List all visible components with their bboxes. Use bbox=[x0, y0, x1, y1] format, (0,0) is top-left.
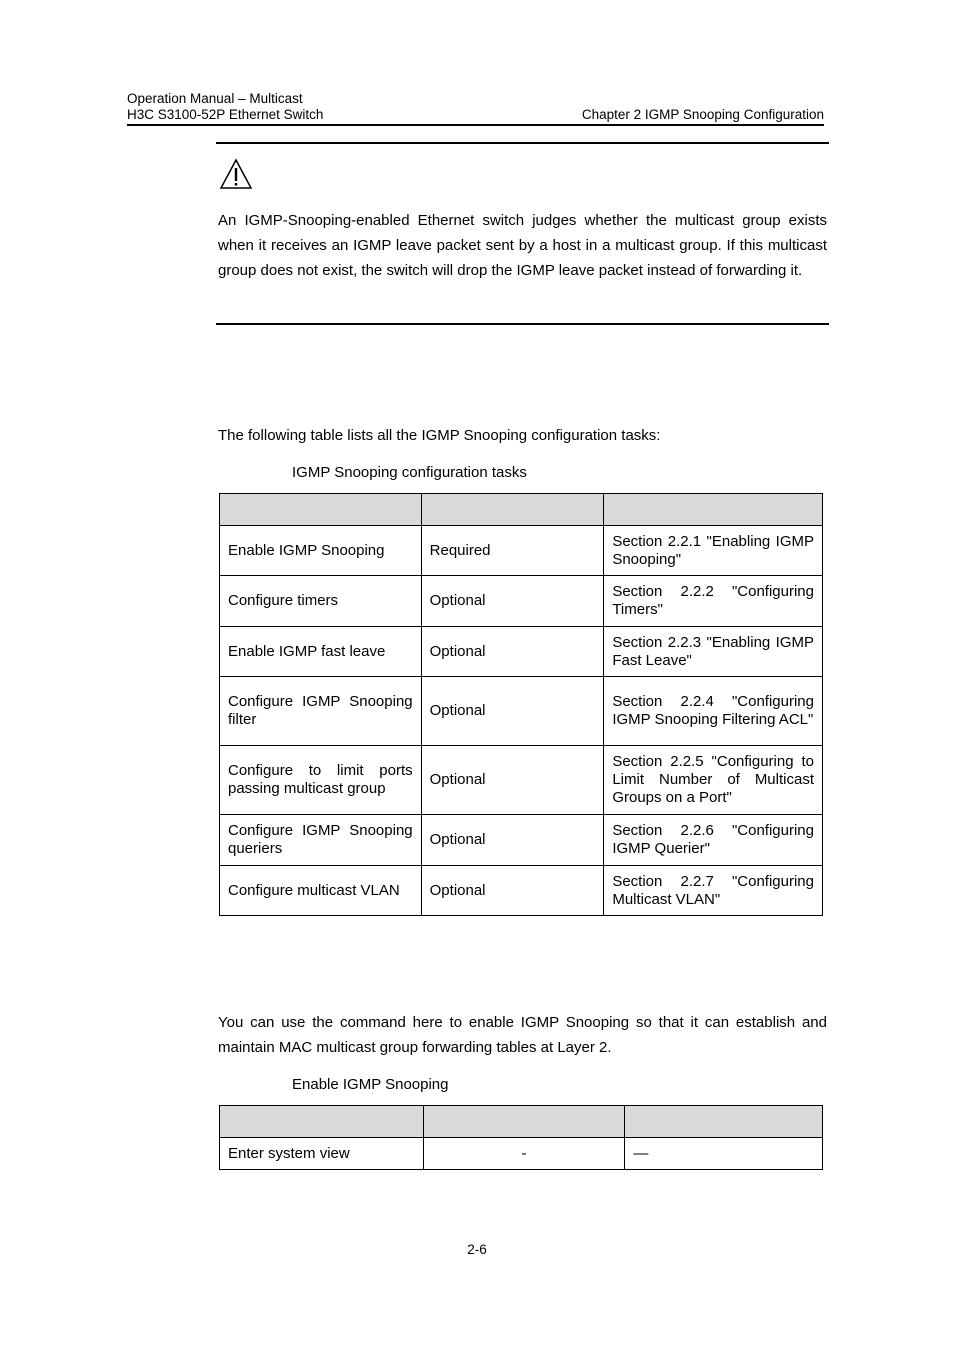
remarks-cell: — bbox=[625, 1138, 823, 1170]
requirement-cell: Optional bbox=[421, 866, 604, 916]
reference-cell: Section 2.2.3 "Enabling IGMP Fast Leave" bbox=[604, 627, 823, 677]
reference-cell: Section 2.2.1 "Enabling IGMP Snooping" bbox=[604, 526, 823, 576]
task-cell: Configure IGMP Snooping queriers bbox=[220, 815, 422, 866]
requirement-cell: Optional bbox=[421, 576, 604, 627]
table-row bbox=[220, 627, 823, 677]
task-cell: Configure multicast VLAN bbox=[220, 866, 422, 916]
table-header-cell bbox=[604, 494, 823, 526]
enable-snooping-table bbox=[219, 1105, 823, 1170]
warning-triangle-icon bbox=[219, 158, 253, 190]
operation-cell: Enter system view bbox=[220, 1138, 424, 1170]
table-header-cell bbox=[220, 494, 422, 526]
table-header-cell bbox=[421, 494, 604, 526]
enable-snooping-paragraph: You can use the command here to enable IGMP Snooping so that it can establish and maintain MAC multicast group forwarding tables at Layer 2. bbox=[218, 1014, 827, 1056]
requirement-cell: Optional bbox=[421, 677, 604, 746]
requirement-cell: Optional bbox=[421, 815, 604, 866]
caution-top-rule bbox=[216, 142, 829, 144]
reference-cell: Section 2.2.6 "Configuring IGMP Querier" bbox=[604, 815, 823, 866]
header-rule bbox=[127, 124, 824, 126]
table-header-cell bbox=[625, 1106, 823, 1138]
reference-cell: Section 2.2.7 "Configuring Multicast VLAN" bbox=[604, 866, 823, 916]
table-row bbox=[220, 746, 823, 815]
table-header-row bbox=[220, 494, 823, 526]
table-header-cell bbox=[220, 1106, 424, 1138]
table-row bbox=[220, 576, 823, 627]
table-row bbox=[220, 815, 823, 866]
reference-cell: Section 2.2.4 "Configuring IGMP Snooping Filtering ACL" bbox=[604, 677, 823, 746]
header-manual-title: Operation Manual – Multicast bbox=[127, 91, 303, 106]
task-cell: Enable IGMP Snooping bbox=[220, 526, 422, 576]
header-product-name: H3C S3100-52P Ethernet Switch bbox=[127, 107, 324, 122]
intro-paragraph: The following table lists all the IGMP Snooping configuration tasks: bbox=[218, 427, 661, 444]
table-row bbox=[220, 866, 823, 916]
table2-caption: Enable IGMP Snooping bbox=[292, 1076, 449, 1093]
table1-caption: IGMP Snooping configuration tasks bbox=[292, 464, 527, 481]
header-chapter-title: Chapter 2 IGMP Snooping Configuration bbox=[581, 107, 824, 122]
task-cell: Configure to limit ports passing multicast group bbox=[220, 746, 422, 815]
table-row bbox=[220, 1138, 823, 1170]
reference-cell: Section 2.2.2 "Configuring Timers" bbox=[604, 576, 823, 627]
task-cell: Configure timers bbox=[220, 576, 422, 627]
table-row bbox=[220, 677, 823, 746]
table-header-row bbox=[220, 1106, 823, 1138]
page-number: 2-6 bbox=[467, 1242, 487, 1257]
task-cell: Enable IGMP fast leave bbox=[220, 627, 422, 677]
reference-cell: Section 2.2.5 "Configuring to Limit Number of Multicast Groups on a Port" bbox=[604, 746, 823, 815]
requirement-cell: Optional bbox=[421, 746, 604, 815]
caution-text: An IGMP-Snooping-enabled Ethernet switch judges whether the multicast group exists when it receives an IGMP leave packet sent by a host in a multicast group. If this multicast group does not exist, the switch will drop the IGMP leave packet instead of forwarding it. bbox=[218, 212, 827, 279]
command-cell: - bbox=[423, 1138, 625, 1170]
caution-bottom-rule bbox=[216, 323, 829, 325]
task-cell: Configure IGMP Snooping filter bbox=[220, 677, 422, 746]
requirement-cell: Required bbox=[421, 526, 604, 576]
config-tasks-table bbox=[219, 493, 823, 916]
table-row bbox=[220, 526, 823, 576]
requirement-cell: Optional bbox=[421, 627, 604, 677]
table-header-cell bbox=[423, 1106, 625, 1138]
